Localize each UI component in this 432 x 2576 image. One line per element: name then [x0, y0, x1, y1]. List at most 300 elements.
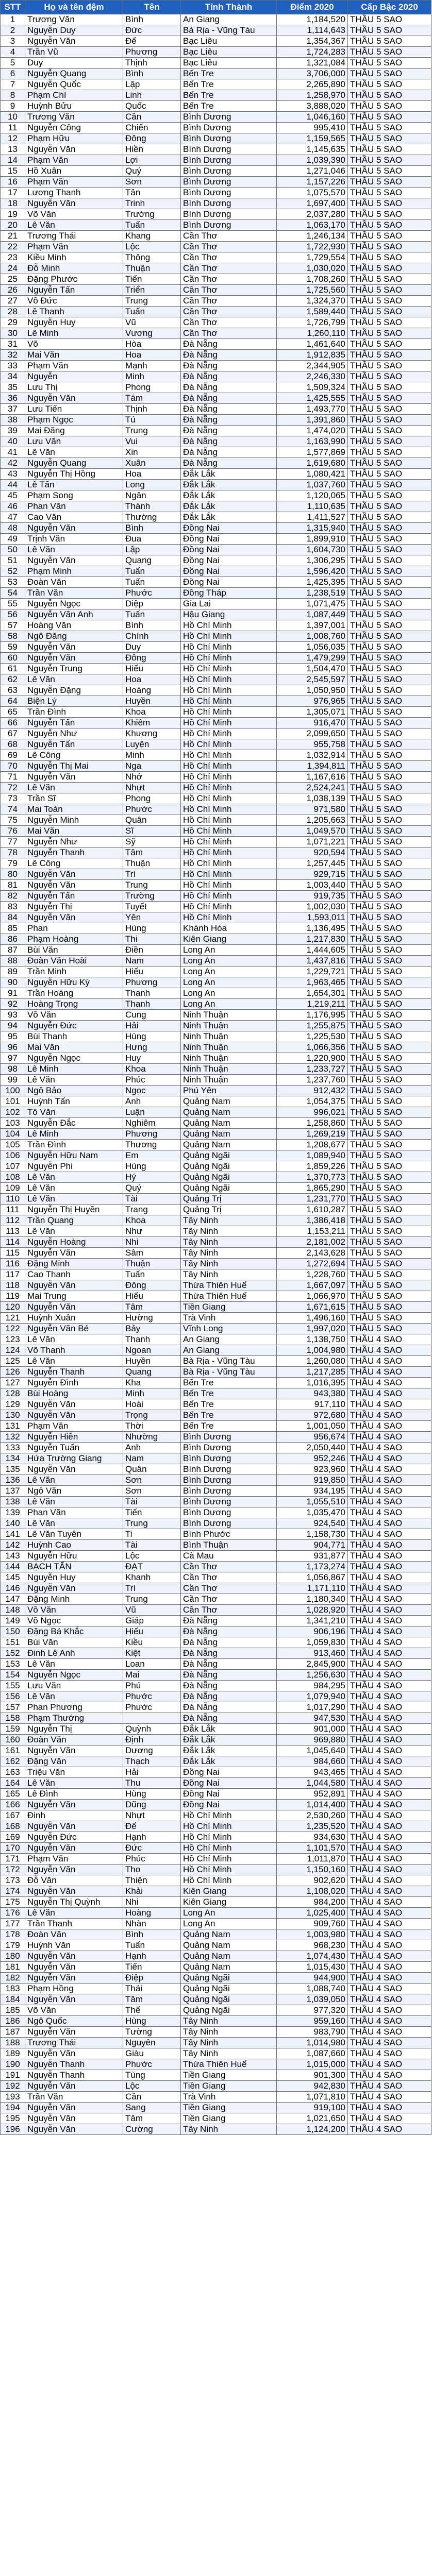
table-row[interactable] [1, 1118, 431, 1129]
table-row[interactable] [1, 945, 431, 956]
table-row[interactable] [1, 1086, 431, 1096]
cell-stt: 143 [1, 1551, 25, 1562]
cell-ten: Nhường [123, 1432, 181, 1443]
header-ten[interactable]: Tên [123, 1, 181, 14]
cell-ho-ten-dem: Nguyễn Văn [25, 1248, 123, 1259]
cell-tinh-thanh: Hồ Chí Minh [181, 891, 277, 902]
table-row[interactable] [1, 1507, 431, 1518]
table-row[interactable] [1, 609, 431, 620]
table-row[interactable] [1, 1150, 431, 1161]
cell-ho-ten-dem: Nguyễn Văn [25, 2113, 123, 2124]
table-row[interactable] [1, 1345, 431, 1356]
table-row[interactable] [1, 1378, 431, 1388]
table-row[interactable] [1, 826, 431, 837]
table-row[interactable] [1, 696, 431, 707]
cell-cap-bac: THẦU 5 SAO [348, 739, 431, 750]
table-row[interactable] [1, 1897, 431, 1908]
cell-diem: 1,015,000 [277, 2059, 348, 2070]
cell-cap-bac: THẦU 4 SAO [348, 1648, 431, 1659]
table-row[interactable] [1, 1399, 431, 1410]
table-row[interactable] [1, 2081, 431, 2092]
table-row[interactable] [1, 1259, 431, 1269]
cell-diem: 959,160 [277, 2016, 348, 2027]
cell-ten: Lộc [123, 1551, 181, 1562]
table-row[interactable] [1, 566, 431, 577]
table-row[interactable] [1, 1681, 431, 1691]
cell-ho-ten-dem: Phan Văn [25, 1507, 123, 1518]
header-stt[interactable]: STT [1, 1, 25, 14]
table-row[interactable] [1, 1205, 431, 1215]
cell-cap-bac: THẦU 4 SAO [348, 2103, 431, 2113]
table-row[interactable] [1, 1497, 431, 1507]
cell-ten: Tuấn [123, 1940, 181, 1951]
table-row[interactable] [1, 252, 431, 263]
cell-tinh-thanh: Bạc Liêu [181, 58, 277, 69]
table-row[interactable] [1, 177, 431, 188]
table-row[interactable] [1, 1670, 431, 1681]
table-row[interactable] [1, 274, 431, 285]
table-row[interactable] [1, 718, 431, 728]
table-row[interactable] [1, 653, 431, 664]
cell-ten: Quân [123, 1464, 181, 1475]
table-row[interactable] [1, 371, 431, 382]
table-row[interactable] [1, 1064, 431, 1075]
cell-tinh-thanh: Cần Thơ [181, 317, 277, 328]
table-row[interactable] [1, 1129, 431, 1140]
table-row[interactable] [1, 1702, 431, 1713]
table-row[interactable] [1, 1248, 431, 1259]
cell-ho-ten-dem: Đoàn Văn Hoài [25, 956, 123, 967]
table-row[interactable] [1, 1984, 431, 1994]
cell-diem: 1,001,050 [277, 1421, 348, 1432]
cell-tinh-thanh: Hồ Chí Minh [181, 793, 277, 804]
cell-tinh-thanh: Quảng Nam [181, 1118, 277, 1129]
table-row[interactable] [1, 1432, 431, 1443]
cell-tinh-thanh: Bình Dương [181, 133, 277, 144]
table-row[interactable] [1, 393, 431, 404]
table-row[interactable] [1, 1691, 431, 1702]
cell-ho-ten-dem: Nguyễn Duy [25, 25, 123, 36]
table-row[interactable] [1, 2027, 431, 2038]
table-row[interactable] [1, 739, 431, 750]
table-row[interactable] [1, 426, 431, 436]
table-row[interactable] [1, 545, 431, 555]
cell-stt: 23 [1, 252, 25, 263]
cell-diem: 1,912,835 [277, 350, 348, 361]
table-row[interactable] [1, 2113, 431, 2124]
cell-stt: 134 [1, 1453, 25, 1464]
cell-tinh-thanh: Tây Ninh [181, 2038, 277, 2048]
table-row[interactable] [1, 555, 431, 566]
cell-stt: 87 [1, 945, 25, 956]
cell-ho-ten-dem: Nguyễn Văn [25, 555, 123, 566]
table-row[interactable] [1, 1443, 431, 1453]
table-row[interactable] [1, 1659, 431, 1670]
cell-tinh-thanh: Quảng Ngãi [181, 1161, 277, 1172]
table-row[interactable] [1, 837, 431, 848]
table-row[interactable] [1, 1637, 431, 1648]
table-row[interactable] [1, 1302, 431, 1313]
table-row[interactable] [1, 1778, 431, 1789]
table-row[interactable] [1, 58, 431, 69]
table-row[interactable] [1, 1962, 431, 1973]
cell-cap-bac: THẦU 4 SAO [348, 1897, 431, 1908]
cell-cap-bac: THẦU 5 SAO [348, 25, 431, 36]
table-row[interactable] [1, 285, 431, 296]
table-row[interactable] [1, 296, 431, 307]
table-row[interactable] [1, 350, 431, 361]
table-row[interactable] [1, 1994, 431, 2005]
table-row[interactable] [1, 1843, 431, 1854]
table-row[interactable] [1, 1161, 431, 1172]
table-row[interactable] [1, 1237, 431, 1248]
cell-ten: Trọng [123, 1410, 181, 1421]
table-row[interactable] [1, 1042, 431, 1053]
table-row[interactable] [1, 934, 431, 945]
table-row[interactable] [1, 2092, 431, 2103]
table-row[interactable] [1, 685, 431, 696]
table-row[interactable] [1, 880, 431, 891]
cell-ho-ten-dem: Nguyễn Văn [25, 1410, 123, 1421]
table-row[interactable] [1, 804, 431, 815]
table-row[interactable] [1, 631, 431, 642]
table-row[interactable] [1, 1821, 431, 1832]
table-row[interactable] [1, 523, 431, 534]
table-row[interactable] [1, 361, 431, 371]
table-row[interactable] [1, 1421, 431, 1432]
table-row[interactable] [1, 133, 431, 144]
table-row[interactable] [1, 1919, 431, 1929]
table-row[interactable] [1, 1334, 431, 1345]
header-diem[interactable]: Điểm 2020 [277, 1, 348, 14]
table-row[interactable] [1, 339, 431, 350]
cell-tinh-thanh: Đà Nẵng [181, 339, 277, 350]
table-row[interactable] [1, 1518, 431, 1529]
header-ho-ten-dem[interactable]: Họ và tên đệm [25, 1, 123, 14]
table-row[interactable] [1, 404, 431, 415]
table-row[interactable] [1, 2059, 431, 2070]
table-row[interactable] [1, 1810, 431, 1821]
cell-stt: 10 [1, 112, 25, 123]
table-row[interactable] [1, 1010, 431, 1021]
cell-diem: 1,108,020 [277, 1886, 348, 1897]
cell-tinh-thanh: Quảng Nam [181, 1940, 277, 1951]
table-row[interactable] [1, 317, 431, 328]
table-row[interactable] [1, 123, 431, 133]
cell-stt: 184 [1, 1994, 25, 2005]
table-row[interactable] [1, 231, 431, 242]
table-row[interactable] [1, 1973, 431, 1984]
table-row[interactable] [1, 1735, 431, 1745]
table-row[interactable] [1, 1410, 431, 1421]
table-row[interactable] [1, 25, 431, 36]
table-row[interactable] [1, 588, 431, 599]
cell-ho-ten-dem: Nguyễn Quang [25, 69, 123, 79]
table-row[interactable] [1, 90, 431, 101]
cell-ho-ten-dem: Lê Văn [25, 545, 123, 555]
table-row[interactable] [1, 79, 431, 90]
table-row[interactable] [1, 112, 431, 123]
table-row[interactable] [1, 1031, 431, 1042]
table-row[interactable] [1, 436, 431, 447]
cell-stt: 193 [1, 2092, 25, 2103]
cell-stt: 18 [1, 198, 25, 209]
table-row[interactable] [1, 1929, 431, 1940]
table-row[interactable] [1, 1140, 431, 1150]
cell-ten: Tiến [123, 274, 181, 285]
table-row[interactable] [1, 1908, 431, 1919]
table-row[interactable] [1, 1865, 431, 1875]
table-row[interactable] [1, 923, 431, 934]
header-tinh-thanh[interactable]: Tỉnh Thành [181, 1, 277, 14]
cell-ho-ten-dem: Nguyễn Hoàng [25, 1237, 123, 1248]
cell-ho-ten-dem: Nguyễn Thanh [25, 2059, 123, 2070]
table-row[interactable] [1, 307, 431, 317]
table-row[interactable] [1, 328, 431, 339]
table-row[interactable] [1, 1616, 431, 1626]
cell-stt: 34 [1, 371, 25, 382]
cell-ten: Quốc [123, 101, 181, 112]
cell-stt: 4 [1, 47, 25, 58]
cell-diem: 956,674 [277, 1432, 348, 1443]
table-row[interactable] [1, 1800, 431, 1810]
table-row[interactable] [1, 664, 431, 674]
table-row[interactable] [1, 1626, 431, 1637]
table-row[interactable] [1, 967, 431, 977]
table-row[interactable] [1, 728, 431, 739]
table-row[interactable] [1, 815, 431, 826]
table-row[interactable] [1, 1313, 431, 1324]
table-row[interactable] [1, 977, 431, 988]
table-row[interactable] [1, 1107, 431, 1118]
table-row[interactable] [1, 1551, 431, 1562]
cell-ten: Phước [123, 2059, 181, 2070]
table-row[interactable] [1, 848, 431, 858]
cell-tinh-thanh: Đà Nẵng [181, 350, 277, 361]
table-row[interactable] [1, 1886, 431, 1897]
table-row[interactable] [1, 642, 431, 653]
table-row[interactable] [1, 1951, 431, 1962]
table-row[interactable] [1, 1486, 431, 1497]
table-row[interactable] [1, 1324, 431, 1334]
cell-stt: 89 [1, 967, 25, 977]
table-row[interactable] [1, 1053, 431, 1064]
table-row[interactable] [1, 1475, 431, 1486]
cell-ten: Tân [123, 188, 181, 198]
cell-cap-bac: THẦU 5 SAO [348, 1259, 431, 1269]
cell-ho-ten-dem: Nguyễn Văn [25, 880, 123, 891]
cell-ho-ten-dem: Nguyễn Quang [25, 458, 123, 469]
table-row[interactable] [1, 188, 431, 198]
table-row[interactable] [1, 2038, 431, 2048]
table-row[interactable] [1, 47, 431, 58]
table-row[interactable] [1, 1745, 431, 1756]
table-row[interactable] [1, 382, 431, 393]
table-row[interactable] [1, 1464, 431, 1475]
table-row[interactable] [1, 2005, 431, 2016]
table-row[interactable] [1, 2103, 431, 2113]
table-row[interactable] [1, 1605, 431, 1616]
table-row[interactable] [1, 1713, 431, 1724]
cell-ho-ten-dem: Nguyễn Công [25, 123, 123, 133]
table-row[interactable] [1, 209, 431, 220]
table-row[interactable] [1, 674, 431, 685]
cell-ten: Hiền [123, 144, 181, 155]
table-row[interactable] [1, 2016, 431, 2027]
cell-tinh-thanh: Quảng Ngãi [181, 1172, 277, 1183]
table-row[interactable] [1, 772, 431, 783]
cell-ho-ten-dem: Lê Văn [25, 1908, 123, 1919]
table-row[interactable] [1, 620, 431, 631]
table-row[interactable] [1, 1021, 431, 1031]
table-row[interactable] [1, 869, 431, 880]
table-row[interactable] [1, 1183, 431, 1194]
table-row[interactable] [1, 761, 431, 772]
table-row[interactable] [1, 999, 431, 1010]
cell-stt: 21 [1, 231, 25, 242]
cell-stt: 96 [1, 1042, 25, 1053]
table-row[interactable] [1, 198, 431, 209]
cell-tinh-thanh: Bình Dương [181, 1475, 277, 1486]
cell-ten: Phương [123, 977, 181, 988]
table-row[interactable] [1, 1767, 431, 1778]
cell-cap-bac: THẦU 5 SAO [348, 1021, 431, 1031]
cell-diem: 1,063,170 [277, 220, 348, 231]
table-row[interactable] [1, 1875, 431, 1886]
table-row[interactable] [1, 1280, 431, 1291]
table-row[interactable] [1, 2048, 431, 2059]
cell-cap-bac: THẦU 5 SAO [348, 47, 431, 58]
cell-diem: 1,059,830 [277, 1637, 348, 1648]
table-row[interactable] [1, 988, 431, 999]
table-row[interactable] [1, 490, 431, 501]
table-row[interactable] [1, 577, 431, 588]
cell-cap-bac: THẦU 4 SAO [348, 1345, 431, 1356]
cell-ho-ten-dem: Lê Văn [25, 1691, 123, 1702]
cell-ho-ten-dem: Lê Văn [25, 1226, 123, 1237]
cell-ten: Luyện [123, 739, 181, 750]
table-row[interactable] [1, 1529, 431, 1540]
cell-cap-bac: THẦU 4 SAO [348, 1745, 431, 1756]
cell-diem: 1,049,570 [277, 826, 348, 837]
table-row[interactable] [1, 1269, 431, 1280]
table-row[interactable] [1, 1075, 431, 1086]
table-row[interactable] [1, 220, 431, 231]
table-row[interactable] [1, 1583, 431, 1594]
cell-ho-ten-dem: Huỳnh Bửu [25, 101, 123, 112]
cell-ho-ten-dem: Đặng Minh [25, 1259, 123, 1269]
cell-stt: 128 [1, 1388, 25, 1399]
table-row[interactable] [1, 501, 431, 512]
cell-cap-bac: THẦU 4 SAO [348, 1854, 431, 1865]
cell-stt: 102 [1, 1107, 25, 1118]
cell-cap-bac: THẦU 5 SAO [348, 728, 431, 739]
table-row[interactable] [1, 1562, 431, 1572]
header-cap-bac[interactable]: Cấp Bậc 2020 [348, 1, 431, 14]
table-row[interactable] [1, 1291, 431, 1302]
table-row[interactable] [1, 1367, 431, 1378]
table-row[interactable] [1, 480, 431, 490]
table-row[interactable] [1, 1172, 431, 1183]
table-row[interactable] [1, 707, 431, 718]
cell-stt: 35 [1, 382, 25, 393]
cell-ten: Tâm [123, 1994, 181, 2005]
table-row[interactable] [1, 263, 431, 274]
table-row[interactable] [1, 1194, 431, 1205]
table-row[interactable] [1, 1356, 431, 1367]
cell-tinh-thanh: Quảng Nam [181, 1107, 277, 1118]
table-row[interactable] [1, 1572, 431, 1583]
table-row[interactable] [1, 750, 431, 761]
table-row[interactable] [1, 1453, 431, 1464]
cell-ho-ten-dem: Triệu Văn [25, 1767, 123, 1778]
table-row[interactable] [1, 14, 431, 25]
table-row[interactable] [1, 2070, 431, 2081]
table-row[interactable] [1, 415, 431, 426]
cell-cap-bac: THẦU 4 SAO [348, 1529, 431, 1540]
cell-ho-ten-dem: Cao Thanh [25, 1269, 123, 1280]
cell-cap-bac: THẦU 5 SAO [348, 242, 431, 252]
cell-ho-ten-dem: Nguyễn Như [25, 837, 123, 848]
table-row[interactable] [1, 1940, 431, 1951]
table-row[interactable] [1, 101, 431, 112]
table-row[interactable] [1, 1540, 431, 1551]
table-row[interactable] [1, 793, 431, 804]
table-row[interactable] [1, 1854, 431, 1865]
cell-ten: Vui [123, 436, 181, 447]
table-row[interactable] [1, 599, 431, 609]
table-row[interactable] [1, 956, 431, 967]
table-row[interactable] [1, 469, 431, 480]
cell-ho-ten-dem: Nguyễn Văn [25, 1399, 123, 1410]
table-row[interactable] [1, 891, 431, 902]
cell-diem: 1,865,290 [277, 1183, 348, 1194]
table-row[interactable] [1, 512, 431, 523]
table-row[interactable] [1, 1096, 431, 1107]
table-row[interactable] [1, 447, 431, 458]
table-row[interactable] [1, 458, 431, 469]
table-row[interactable] [1, 1832, 431, 1843]
table-row[interactable] [1, 2124, 431, 2135]
table-row[interactable] [1, 1724, 431, 1735]
cell-diem: 1,030,020 [277, 263, 348, 274]
table-row[interactable] [1, 144, 431, 155]
table-row[interactable] [1, 858, 431, 869]
table-row[interactable] [1, 1648, 431, 1659]
table-row[interactable] [1, 1388, 431, 1399]
cell-tinh-thanh: Tiền Giang [181, 2070, 277, 2081]
cell-diem: 1,386,418 [277, 1215, 348, 1226]
table-row[interactable] [1, 1215, 431, 1226]
table-row[interactable] [1, 166, 431, 177]
cell-tinh-thanh: Quảng Ngãi [181, 1994, 277, 2005]
cell-ten: Khang [123, 231, 181, 242]
table-row[interactable] [1, 1756, 431, 1767]
table-row[interactable] [1, 902, 431, 912]
table-row[interactable] [1, 912, 431, 923]
table-row[interactable] [1, 36, 431, 47]
cell-stt: 40 [1, 436, 25, 447]
table-row[interactable] [1, 534, 431, 545]
table-row[interactable] [1, 242, 431, 252]
table-row[interactable] [1, 783, 431, 793]
table-row[interactable] [1, 69, 431, 79]
table-row[interactable] [1, 1789, 431, 1800]
table-row[interactable] [1, 1594, 431, 1605]
table-row[interactable] [1, 1226, 431, 1237]
cell-diem: 1,011,870 [277, 1854, 348, 1865]
table-row[interactable] [1, 155, 431, 166]
